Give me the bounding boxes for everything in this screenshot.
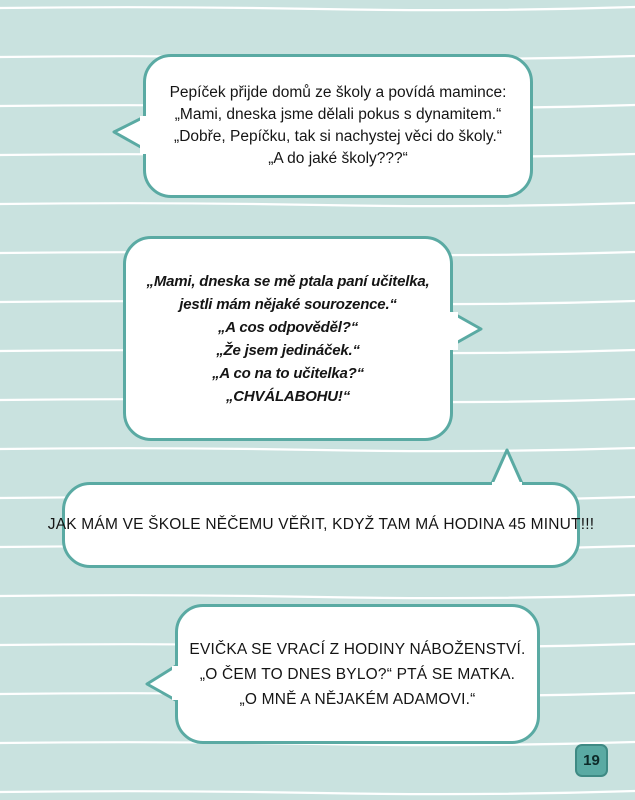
joke-line: Pepíček přijde domů ze školy a povídá mamince: — [169, 84, 507, 101]
joke-line: „O ČEM TO DNES BYLO?“ PTÁ SE MATKA. — [199, 665, 516, 683]
joke-line: „Dobře, Pepíčku, tak si nachystej věci do školy.“ — [174, 128, 502, 145]
joke-line: EVIČKA SE VRACÍ Z HODINY NÁBOŽENSTVÍ. — [189, 640, 526, 658]
speech-bubble — [175, 604, 540, 744]
speech-bubble — [47, 482, 595, 568]
joke-line: jestli mám nějaké sourozence.“ — [179, 295, 397, 313]
joke-line: „A co na to učitelka?“ — [212, 364, 364, 382]
joke-line: „O MNĚ A NĚJAKÉM ADAMOVI.“ — [239, 690, 476, 708]
speech-bubble-tail-cover — [492, 482, 522, 490]
joke-line: JAK MÁM VE ŠKOLE NĚČEMU VĚŘIT, KDYŽ TAM MÁ HODINA 45 MINUT!!! — [47, 516, 595, 533]
joke-line: „A cos odpověděl?“ — [217, 318, 359, 336]
page-number: 19 — [575, 744, 608, 777]
joke-line: „A do jaké školy???“ — [268, 150, 408, 167]
speech-bubble-tail-cover — [140, 116, 150, 154]
joke-line: „Že jsem jedináček.“ — [216, 341, 360, 359]
joke-line: „CHVÁLABOHU!“ — [225, 387, 351, 405]
joke-line: „Mami, dneska se mě ptala paní učitelka, — [146, 272, 430, 290]
speech-bubble-tail-cover — [448, 312, 458, 350]
speech-bubble-tail-cover — [172, 666, 182, 700]
joke-line: „Mami, dneska jsme dělali pokus s dynamitem.“ — [174, 106, 502, 123]
speech-bubble — [123, 236, 453, 441]
speech-bubble — [143, 54, 533, 198]
